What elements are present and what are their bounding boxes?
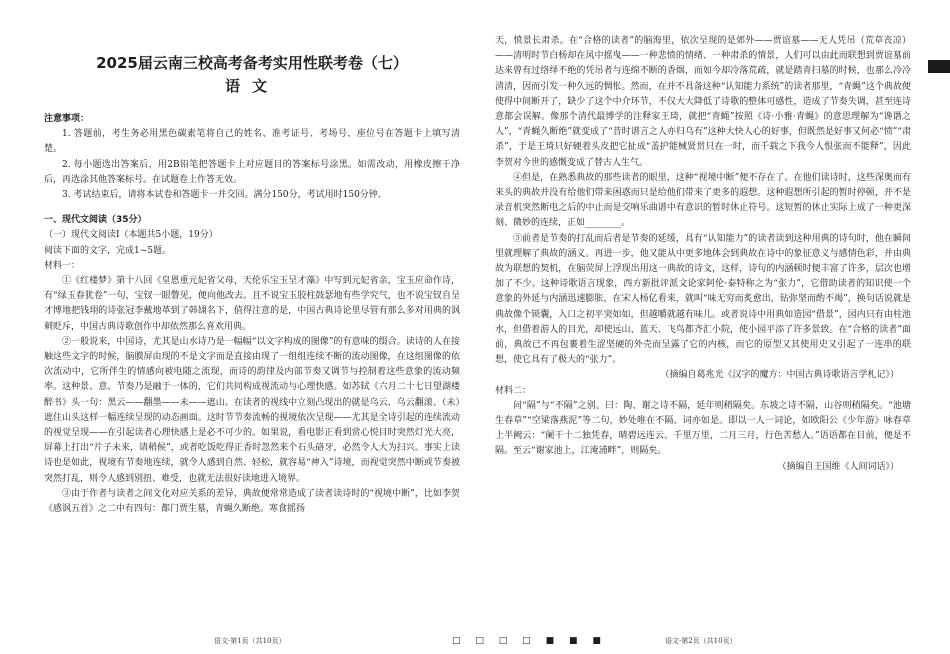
mark-empty-square: □ — [452, 636, 467, 646]
subject-title: 语文 — [224, 77, 279, 95]
exam-title: 2025届云南三校高考备考实用性联考卷（七） — [96, 54, 408, 72]
fold-marks — [452, 636, 607, 646]
paragraph-1: ①《红楼梦》第十八回《皇恩重元妃省父母，天伦乐宝玉呈才藻》中写到元妃省亲，宝玉应命作诗，有“绿玉春犹卷”一句，宝钗一眼瞥见，便向他改去。且不说宝玉胶柱鼓瑟地有些学究气，也不说宝钗自呈才博地把钱珝的诗张冠李戴地革到了韩翃名下，值得注意的是，中国古典诗论里尽管有那么多对用典的讽刺贬斥，中国古典诗歌创作中却依然那么喜欢用典。 — [44, 276, 460, 332]
notice-1: 1. 答题前，考生务必用黑色碳素笔将自己的姓名、准考证号、考场号、座位号在答题卡上填写清楚。 — [44, 129, 460, 155]
section-heading: 一、现代文阅读（35分） — [44, 215, 147, 226]
instruction: 阅读下面的文字，完成1~5题。 — [44, 245, 171, 256]
left-body — [44, 112, 460, 517]
right-body — [495, 34, 911, 475]
mark-empty-square: □ — [475, 636, 490, 646]
edge-tab-mark — [928, 60, 950, 73]
material-1-label: 材料一： — [44, 260, 81, 271]
subsection-heading: （一）现代文阅读Ⅰ（本题共5小题，19分） — [44, 230, 218, 241]
notice-3: 3. 考试结束后，请将本试卷和答题卡一并交回。满分150分，考试用时150分钟。 — [62, 190, 387, 201]
notice-2: 2. 每小题选出答案后，用2B铅笔把答题卡上对应题目的答案标号涂黑。如需改动，用橡皮擦干净后，再选涂其他答案标号。在试题卷上作答无效。 — [44, 159, 460, 185]
paragraph-5: ⑤前者是节奏的打乱而后者是节奏的延缓，具有“认知能力”的读者读到这种用典的诗句时，他在瞬间里就理解了典故的涵义。再进一步，他又能从中更多地体会到典故在诗中的象征意义与感情色彩，并由典故为联想的契机，在脑荧屏上浮现出用这一典故的诗文，这样，诗句的内涵顿时便丰富了许多，层次也增加了不少。这种诗歌语言现象，西方新批评派文论家阿伦·泰特称之为“张力”，它借助读者的知识使一个意象的外延与内涵迅速膨胀，在宋人杨亿看来，就叫“味无穷而炙愈出，钻弥坚而酌不竭”，换句话说就是典故像个锁囊，入口之初平突如如，但越嚼就越有味儿。或者说诗中用典如造园“借景”，园内只有由柱池水，但借着游人的目光，却使远山、蓝天、飞鸟都齐汇小院，使小园平添了许多景致。在“合格的读者”面前，典故已不再包裹着生涩坚硬的外壳而呈露了它的内核，而它的原型又其使用史又引起了一连串的联想，使它具有了极大的“张力”。 — [495, 233, 911, 366]
paragraph-3-continued: 天，愤景长肃杀。在“合格的读者”的脑海里，依次呈现的是郊外——贾谊墓——无人凭吊（荒草丧凉）——清明时节白杨却在风中摇曳——一种悲愤的情绪、一种肃杀的情景，人们可以由此而联想到贾谊墓前达来曾有过络绎不绝的凭吊者与连绵不断的香烟，而如今却冷落荒疏，就是踏青扫墓的时候，也那么冷冷清清，因而引发一种久远的惆怅。然而，在并不具备这种“认知能力系统”的读者那里，“青蝇”这个典故便使得中间断开了，缺少了这个中介环节，不仅大大降低了诗歌的整体可感性，造成了节奏失调，甚至连诗意都会误解。像那个清代最博学的注释家王琦，就把“青蝇”按照《诗·小雅·青蝇》的意思理解为“谗谮之人”，“青蝇久断绝”就变成了“昔时谱言之人亦归乌有”这种大快人心的好事，但既然是好事又何必“愤”“肃杀”，于是王琦只好硬着头皮把它扯成“盖护能械贤贯只在一时，而千载之下我今人恨张而不能释”，因此李贺对今世的感慨变成了替古人生气。 — [495, 36, 911, 168]
material-2-label: 材料二： — [495, 385, 532, 396]
mark-filled-square: ■ — [568, 636, 584, 646]
source-citation-2: （摘编自王国维《人间词话》） — [777, 461, 899, 472]
right-page-footer: 语文·第2页（共10页） — [665, 637, 737, 645]
mark-filled-square: ■ — [592, 636, 607, 646]
notice-heading: 注意事项： — [44, 114, 90, 124]
mark-empty-square: □ — [498, 636, 514, 646]
paragraph-3: ③由于作者与读者之间文化对应关系的差异，典故便常常造成了读者读诗时的“视境中断”，比如李贺《感讽五首》之二中有四句：都门贾生墓，青蝇久断绝。寒食摇扬 — [44, 488, 460, 515]
paragraph-4: ④但是，在熟悉典故的那些读者的眼里，这种“视境中断”便不存在了。在他们读诗时，这些深奥而有来头的典故并没有给他们带来困惑而只是给他们带来了更多的遐想。这种遐想所引起的暂时停顿，并不是录音机突然断电之后的中止而是交响乐曲谱中有意识的暂时休止符号。这短暂的休止实际上成了一种更深刻、微妙的连续，正如________。 — [495, 172, 911, 229]
paragraph-2: ②一般说来，中国诗，尤其是山水诗乃是一幅幅“以文字构成的图像”的有意味的缀合。读诗的人在接触这些文字的时候，脑膜屏由现的不是文字而是直接由现了一组组连续不断的流动图像，在这组图像的依次流动中，它所伴生的情感向被电随之流现，而诗的韵律及内部节奏又调节与控制着这些意象的流动频率。这种景、意、节奏乃是融于一体的，它们共同构成视流动与心理快感。如苏轼《六月二十七日望湖楼醉书》头一句：黑云——翻墨——未——遮山。在读者的视线中立刻凸现出的就是乌云、乌云翻滚、（未）遮住山头这样一幅连续呈现的动态画面。这时节节奏流畅的视境依次呈现——尤其是全诗引起的连续流动的视觉呈现——在引起读者心理快感上是必不可少的。如果说，看电影正看到赏心悦目时突然灯光大亮，屏幕上打出“片子未来，请稍候”，或者吃饭吃得正香时忽然来个石头硌牙，必然令人大为扫兴。事实上读诗也是如此，视境有节奏地连续，就令人感到自然、轻松，就容易“神入”诗境，而视觉突然中断或节奏被突然打乱，则令人感到别扭、难受，也就无法很好读地进入境界。 — [44, 336, 460, 484]
left-page-footer: 语文·第1页（共10页） — [214, 637, 286, 645]
material-2-paragraph: 问“隔”与“不隔”之别。曰：陶、谢之诗不隔，延年则稍隔矣。东坡之诗不隔，山谷则稍隔矣。“池塘生春草”“空梁落燕泥”等二句，妙处唯在不隔。词亦如是。即以一人一词论，如欧阳公《少年游》咏春草上半阙云：“阑干十二独凭春，晴碧远连云。千里万里，二月三月，行色苦愁人。”语语都在目前，便是不隔。至云“谢家池上，江淹浦畔”，则隔矣。 — [495, 400, 911, 457]
mark-empty-square: □ — [522, 636, 537, 646]
source-citation-1: （摘编自葛兆光《汉字的魔方：中国古典诗歌语言学札记》） — [660, 370, 899, 381]
mark-filled-square: ■ — [545, 636, 561, 646]
